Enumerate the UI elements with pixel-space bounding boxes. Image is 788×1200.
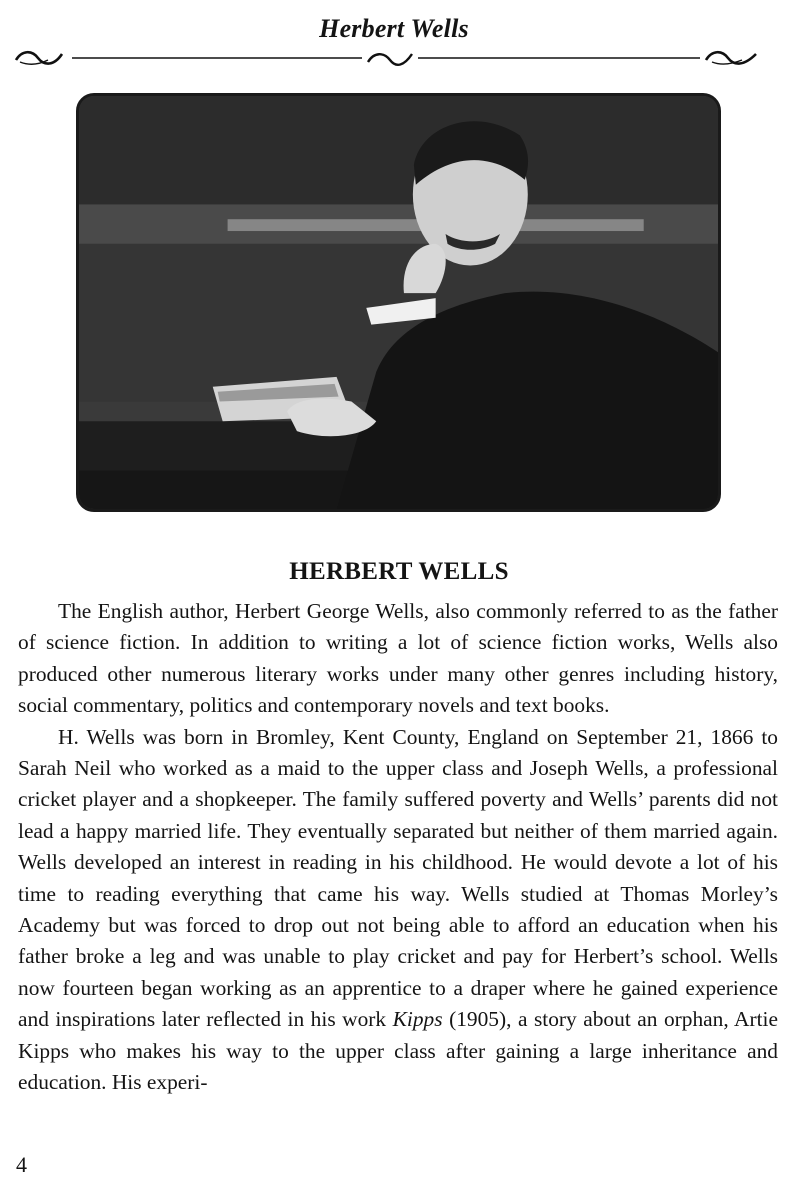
ornamental-rule bbox=[0, 44, 788, 74]
paragraph-1-text: The English author, Herbert George Wells, also commonly referred to as the father of science fiction. In addition to writing a lot of science fiction works, Wells also produced other numerous literary works under many other genres including history, social commentary, politics and contemporary novels and text books. bbox=[18, 599, 778, 718]
paragraph-2-text: H. Wells was born in Bromley, Kent County, England on September 21, 1866 to Sarah Neil who worked as a maid to the upper class and Joseph Wells, a professional cricket player and a shopkeeper. The family suffered poverty and Wells’ parents did not lead a happy married life. They eventually separated but neither of them married again. Wells developed an interest in reading in his childhood. He would devote a lot of his time to reading everything that came his way. Wells studied at Thomas Morley’s Academy but was forced to drop out not being able to afford an education when his father broke a leg and was unable to play cricket and pay for Herbert’s school. Wells now fourteen began working as an apprentice to a draper where he gained experience and inspirations later reflected in his work bbox=[18, 724, 778, 1032]
article-body bbox=[18, 596, 778, 1099]
running-head: Herbert Wells bbox=[319, 14, 469, 43]
paragraph-1 bbox=[18, 596, 778, 722]
paragraph-2-text-end: (1905), a story about an orphan, Artie Kipps who makes his way to the upper class after gaining a large inheritance and education. His experi- bbox=[18, 1007, 778, 1095]
portrait-illustration bbox=[79, 96, 718, 509]
paragraph-2 bbox=[18, 722, 778, 1099]
left-swash-icon bbox=[16, 52, 62, 63]
page-number: 4 bbox=[16, 1152, 27, 1177]
article-title: HERBERT WELLS bbox=[289, 558, 509, 585]
center-swash-icon bbox=[368, 54, 412, 65]
author-portrait-photo bbox=[76, 93, 721, 512]
book-title-kipps: Kipps bbox=[392, 1007, 443, 1032]
